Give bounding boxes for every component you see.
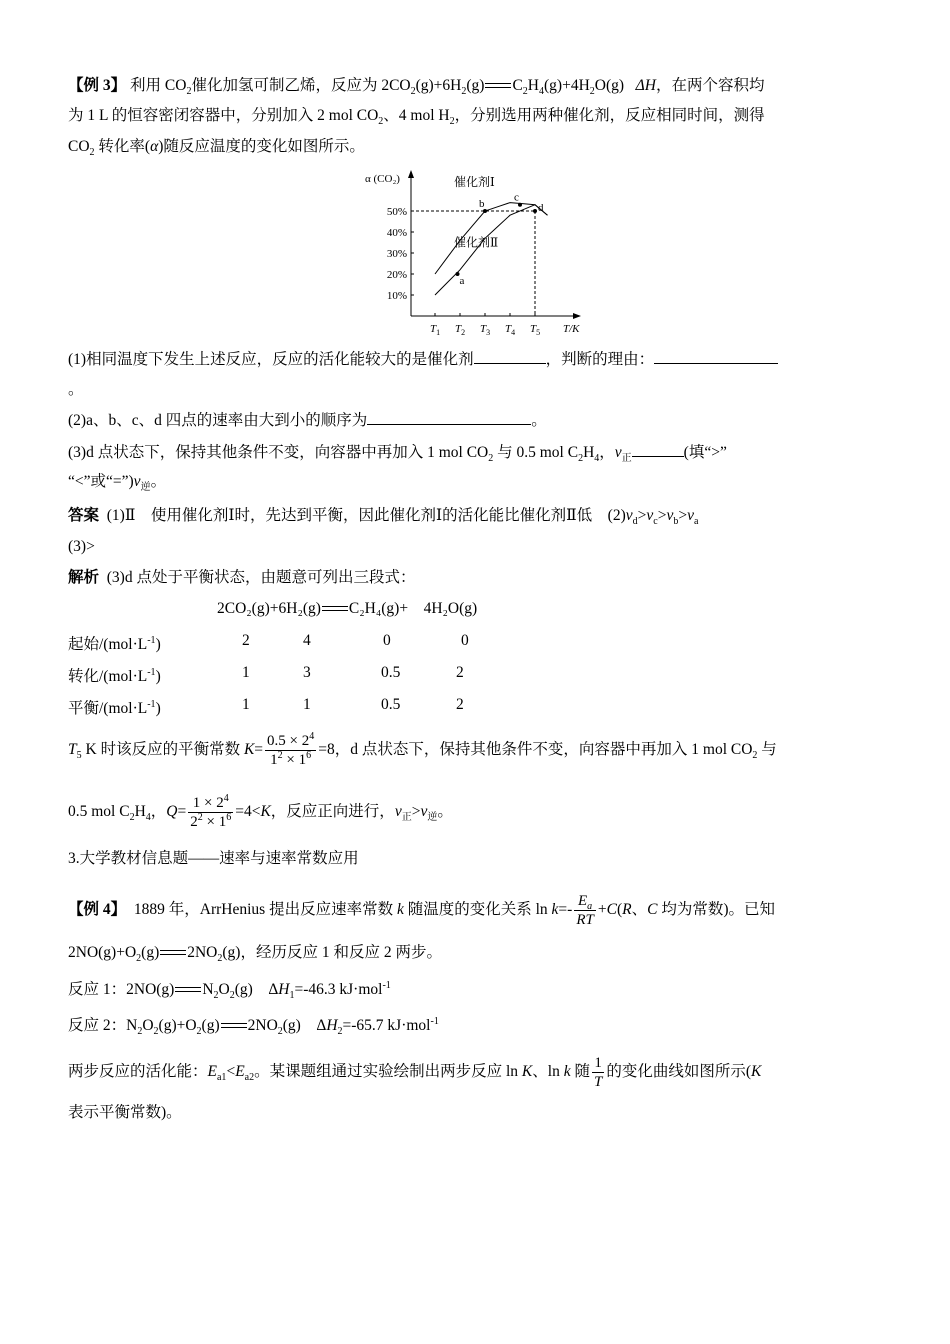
x-tick-label: $T_5$ <box>530 323 541 337</box>
equilibrium-arrow-icon <box>160 949 186 957</box>
k-constant-line: $T_5$ K 时该反应的平衡常数 K= $\frac{0.5 \times 2^4}{1^2 \times 1^6}$ =8，d 点状态下，保持其他条件不变，向容器中再加入 1 mol $CO_2$ 与 <box>68 730 777 768</box>
series-label-1: 催化剂Ⅰ <box>454 174 495 189</box>
y-tick-label: 50% <box>386 206 407 218</box>
ex3-q3: (3)d 点状态下，保持其他条件不变，向容器中再加入 1 mol $CO_2$ 与 0.5 mol $C_2H_4$，$v_正$ (填“>” <box>68 444 727 465</box>
y-tick-label: 20% <box>386 269 407 281</box>
ex3-q1-end: 。 <box>68 381 84 398</box>
point-label-b: b <box>479 198 485 210</box>
ex3-line3: $CO_2$ 转化率(α)随反应温度的变化如图所示。 <box>68 138 365 159</box>
equilibrium-arrow-icon <box>485 82 511 90</box>
section-title: 3.大学教材信息题——速率与速率常数应用 <box>68 850 359 867</box>
ex3-line1: 【例 3】 利用 $CO_2$催化加氢可制乙烯，反应为 $2CO_2(g)+6H_2(g)$ $C_2H_4(g)+4H_2O(g)$ ΔH，在两个容积均 <box>68 77 765 98</box>
ex3-q3-line2: “<”或“$=”)v_逆$。 <box>68 473 167 494</box>
conversion-chart <box>355 162 605 342</box>
ex4-line2: $2NO(g)+O_2(g)$ $2NO_2(g)$，经历反应 1 和反应 2 两步。 <box>68 944 442 965</box>
ex3-q1: (1)相同温度下发生上述反应，反应的活化能较大的是催化剂 ，判断的理由： <box>68 349 778 370</box>
x-tick-label: $T_2$ <box>455 323 466 337</box>
x-axis-arrow-icon <box>573 313 581 319</box>
x-axis-label: T/K <box>563 323 580 335</box>
y-tick-label: 30% <box>386 248 407 260</box>
point-label-c: c <box>514 191 519 204</box>
answer-blank[interactable] <box>474 349 546 364</box>
x-tick-label: $T_4$ <box>505 323 516 337</box>
equilibrium-arrow-icon <box>175 986 201 994</box>
y-tick-label: 10% <box>386 290 407 302</box>
ex3-line2: 为 1 L 的恒容密闭容器中，分别加入 2 mol $CO_2$、4 mol $H_2$，分别选用两种催化剂，反应相同时间，测得 <box>68 107 765 128</box>
point-label-d: d <box>538 202 544 214</box>
ex4-reaction2: 反应 2：$N_2O_2(g)+O_2(g)$ $2NO_2(g)$ $\Delta H_2=-65.7$ kJ·mol$^{-1}$ <box>68 1015 439 1038</box>
y-tick-label: 40% <box>386 227 407 239</box>
ex3-explain: 解析 (3)d 点处于平衡状态，由题意可列出三段式： <box>68 569 416 586</box>
inverse-t-fraction: $\frac{1}{T}$ <box>593 1054 603 1090</box>
q-fraction: $\frac{1 \times 2^4}{2^2 \times 1^6}$ <box>190 792 232 830</box>
y-axis-arrow-icon <box>408 170 414 178</box>
ex3-answer-3: (3)> <box>68 538 95 555</box>
ex3-tag: 【例 3】 <box>68 77 127 94</box>
series-line-2 <box>435 205 548 295</box>
ex4-reaction1: 反应 1：2NO(g) $N_2O_2(g)$ $\Delta H_1=-46.3$ kJ·mol$^{-1}$ <box>68 979 391 1002</box>
y-axis-label: α (CO₂) <box>365 173 400 185</box>
answer-blank[interactable] <box>654 349 778 364</box>
point-label-a: a <box>459 275 465 287</box>
q-quotient-line: 0.5 mol $C_2H_4$，Q= $\frac{1 \times 2^4}{2^2 \times 1^6}$ =4<K，反应正向进行，$v_正>v_逆$。 <box>68 792 453 830</box>
table-header: 2CO₂(g)+6H₂(g) C₂H₄(g)+ 4H₂O(g) <box>217 600 478 617</box>
data-point-d <box>533 209 537 213</box>
x-tick-label: $T_1$ <box>430 323 441 337</box>
ex4-line1: 【例 4】 1889 年，ArrHenius 提出反应速率常数 k 随温度的变化关系 ln k=- $\frac{E_a}{RT}$ +C(R、C 均为常数)。已知 <box>68 892 775 928</box>
equilibrium-arrow-icon <box>221 1022 247 1030</box>
k-fraction: $\frac{0.5 \times 2^4}{1^2 \times 1^6}$ <box>267 730 315 768</box>
x-tick-label: $T_3$ <box>480 323 491 337</box>
ex3-answer: 答案 (1)Ⅱ 使用催化剂Ⅰ时，先达到平衡，因此催化剂Ⅰ的活化能比催化剂Ⅱ低 $(2)v_d>v_c>v_b>v_a$ <box>68 507 699 528</box>
arrhenius-fraction: $\frac{E_a}{RT}$ <box>576 892 594 928</box>
ex3-q2: (2)a、b、c、d 四点的速率由大到小的顺序为 。 <box>68 412 547 429</box>
series-label-2: 催化剂Ⅱ <box>454 235 499 250</box>
ex4-tag: 【例 4】 <box>68 901 127 918</box>
answer-blank[interactable] <box>367 410 531 425</box>
answer-blank[interactable] <box>632 442 684 457</box>
ex4-line5: 两步反应的活化能：$E_{a1}<E_{a2}$。某课题组通过实验绘制出两步反应 ln K、ln k 随 $\frac{1}{T}$ 的变化曲线如图所示(K <box>68 1054 762 1090</box>
equilibrium-arrow-icon <box>322 605 348 613</box>
ex4-line6: 表示平衡常数)。 <box>68 1104 182 1121</box>
